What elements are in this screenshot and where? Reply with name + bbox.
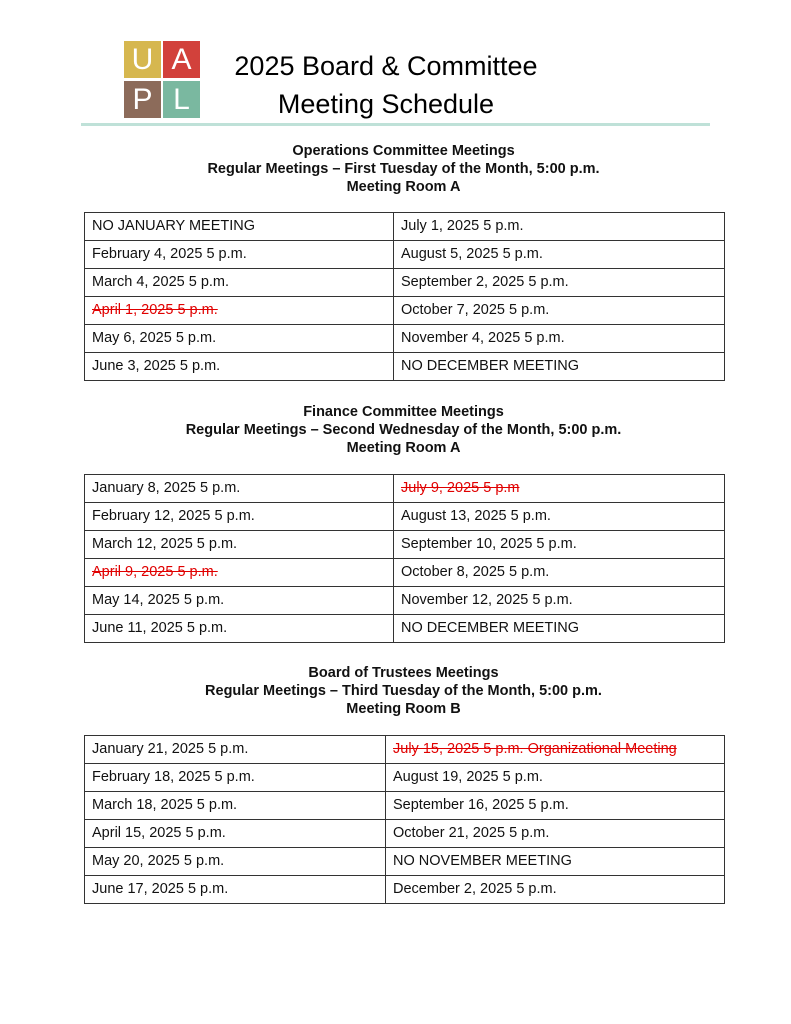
meeting-date-cell: August 5, 2025 5 p.m. (394, 241, 725, 269)
meeting-date-cell: March 12, 2025 5 p.m. (85, 531, 394, 559)
meeting-date-cell: February 18, 2025 5 p.m. (85, 764, 386, 792)
meeting-date-cell: August 19, 2025 5 p.m. (386, 764, 725, 792)
table-row (85, 848, 725, 876)
table-row (85, 353, 725, 381)
meeting-date-cell: September 16, 2025 5 p.m. (386, 792, 725, 820)
meeting-date-cell: July 9, 2025 5 p.m (394, 475, 725, 503)
table-row (85, 559, 725, 587)
meeting-date-cell: June 3, 2025 5 p.m. (85, 353, 394, 381)
meeting-date-cell: NO DECEMBER MEETING (394, 615, 725, 643)
meeting-date-cell: February 4, 2025 5 p.m. (85, 241, 394, 269)
meeting-date-cell: September 10, 2025 5 p.m. (394, 531, 725, 559)
meeting-date-cell: April 9, 2025 5 p.m. (85, 559, 394, 587)
page-title (200, 47, 572, 123)
meeting-date-cell: May 14, 2025 5 p.m. (85, 587, 394, 615)
table-row (85, 297, 725, 325)
logo-letter-l: L (163, 81, 200, 118)
meeting-date-cell: August 13, 2025 5 p.m. (394, 503, 725, 531)
meeting-date-cell: February 12, 2025 5 p.m. (85, 503, 394, 531)
table-row (85, 764, 725, 792)
section-subheading: Regular Meetings – Second Wednesday of the Month, 5:00 p.m. (185, 422, 622, 438)
logo-letter-p: P (124, 81, 161, 118)
section-room: Meeting Room A (346, 440, 461, 456)
title-line-1: 2025 Board & Committee (234, 51, 538, 81)
trustees-section-header (84, 664, 723, 718)
meeting-date-cell: March 18, 2025 5 p.m. (85, 792, 386, 820)
section-room: Meeting Room A (346, 179, 461, 195)
section-room: Meeting Room B (346, 701, 461, 717)
meeting-date-cell: NO JANUARY MEETING (85, 213, 394, 241)
table-row (85, 876, 725, 904)
operations-section-header (84, 142, 723, 196)
uapl-logo (124, 41, 200, 118)
logo-letter-a: A (163, 41, 200, 78)
title-divider (81, 123, 710, 126)
table-row (85, 269, 725, 297)
table-row (85, 531, 725, 559)
table-row (85, 241, 725, 269)
section-heading: Finance Committee Meetings (303, 404, 504, 420)
finance-section-header (84, 403, 723, 457)
section-subheading: Regular Meetings – Third Tuesday of the Month, 5:00 p.m. (205, 683, 602, 699)
section-heading: Board of Trustees Meetings (308, 665, 499, 681)
meeting-date-cell: March 4, 2025 5 p.m. (85, 269, 394, 297)
meeting-date-cell: September 2, 2025 5 p.m. (394, 269, 725, 297)
meeting-date-cell: May 20, 2025 5 p.m. (85, 848, 386, 876)
table-row (85, 503, 725, 531)
meeting-date-cell: October 7, 2025 5 p.m. (394, 297, 725, 325)
meeting-date-cell: June 11, 2025 5 p.m. (85, 615, 394, 643)
section-subheading: Regular Meetings – First Tuesday of the Month, 5:00 p.m. (207, 161, 600, 177)
logo-letter-u: U (124, 41, 161, 78)
table-row (85, 325, 725, 353)
table-row (85, 615, 725, 643)
meeting-date-cell: October 21, 2025 5 p.m. (386, 820, 725, 848)
meeting-date-cell: April 1, 2025 5 p.m. (85, 297, 394, 325)
table-row (85, 475, 725, 503)
table-row (85, 587, 725, 615)
meeting-date-cell: November 12, 2025 5 p.m. (394, 587, 725, 615)
trustees-schedule-table (84, 735, 725, 904)
meeting-date-cell: November 4, 2025 5 p.m. (394, 325, 725, 353)
meeting-date-cell: NO DECEMBER MEETING (394, 353, 725, 381)
operations-schedule-table (84, 212, 725, 381)
title-line-2: Meeting Schedule (277, 89, 495, 119)
table-row (85, 820, 725, 848)
meeting-date-cell: June 17, 2025 5 p.m. (85, 876, 386, 904)
section-heading: Operations Committee Meetings (292, 143, 515, 159)
meeting-date-cell: October 8, 2025 5 p.m. (394, 559, 725, 587)
meeting-date-cell: July 15, 2025 5 p.m. Organizational Meeting (386, 736, 725, 764)
table-row (85, 792, 725, 820)
meeting-date-cell: May 6, 2025 5 p.m. (85, 325, 394, 353)
table-row (85, 736, 725, 764)
meeting-date-cell: January 8, 2025 5 p.m. (85, 475, 394, 503)
finance-schedule-table (84, 474, 725, 643)
table-row (85, 213, 725, 241)
meeting-date-cell: December 2, 2025 5 p.m. (386, 876, 725, 904)
meeting-date-cell: April 15, 2025 5 p.m. (85, 820, 386, 848)
meeting-date-cell: January 21, 2025 5 p.m. (85, 736, 386, 764)
meeting-date-cell: July 1, 2025 5 p.m. (394, 213, 725, 241)
meeting-date-cell: NO NOVEMBER MEETING (386, 848, 725, 876)
